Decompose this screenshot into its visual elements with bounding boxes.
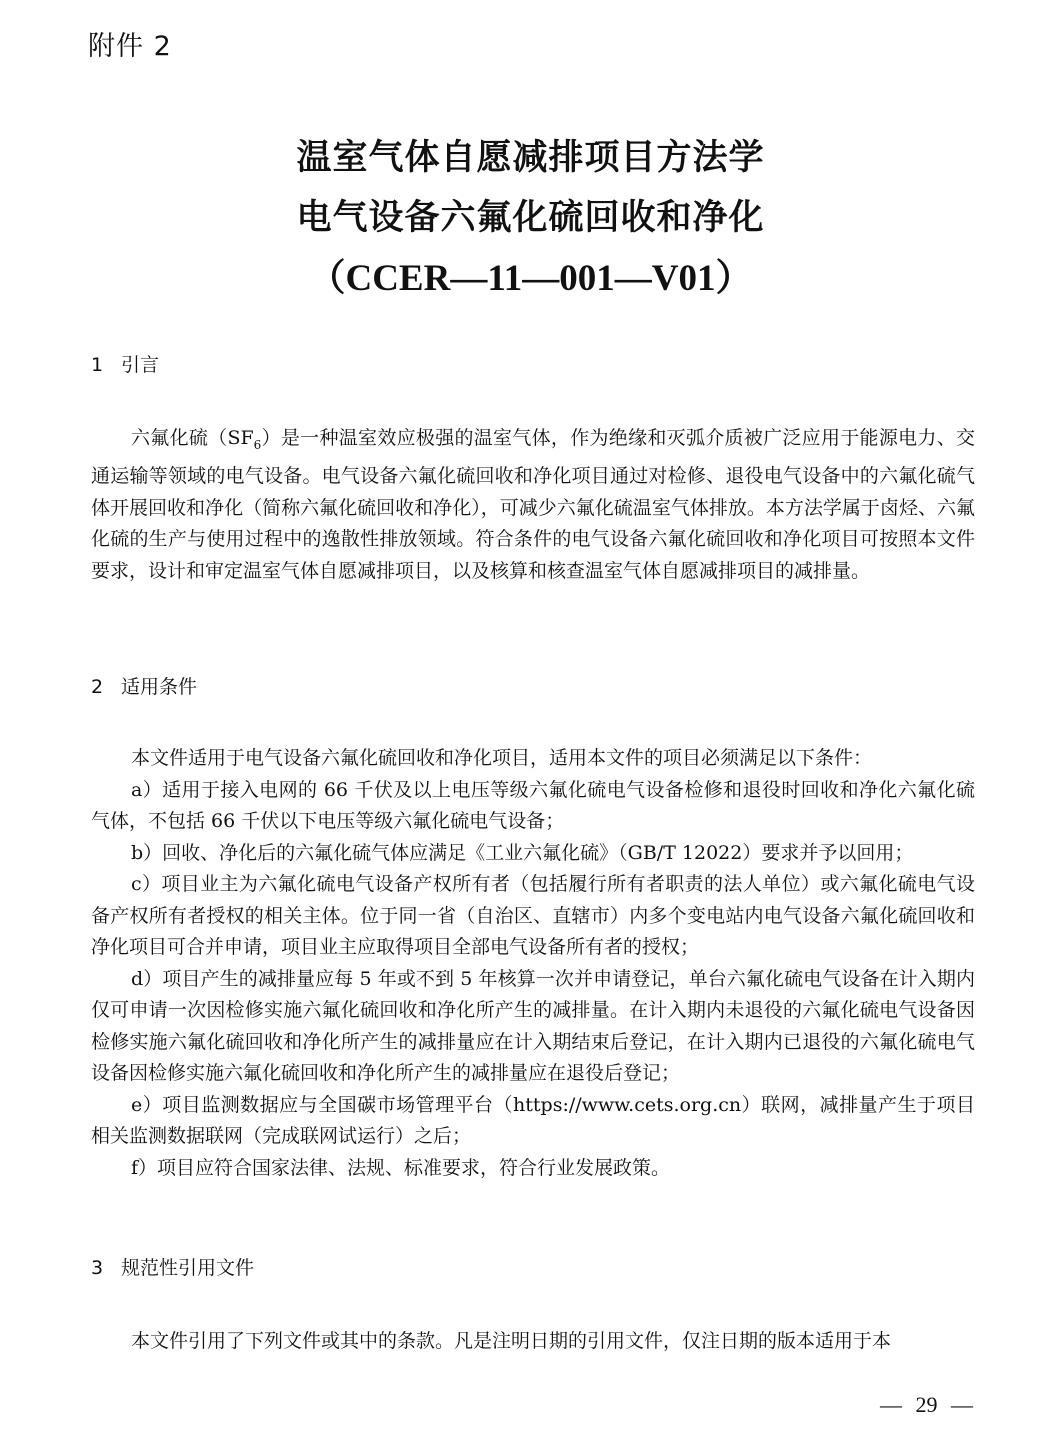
title-code: （CCER—11—001—V01） <box>308 258 753 299</box>
section-heading-3 <box>91 1253 254 1280</box>
condition-item-c: c）项目业主为六氟化硫电气设备产权所有者（包括履行所有者职责的法人单位）或六氟化硫电气设备产权所有者授权的相关主体。位于同一省（自治区、直辖市）内多个变电站内电气设备六氟化硫回收和净化项目可合并申请，项目业主应取得项目全部电气设备所有者的授权； <box>91 873 975 958</box>
section-number: 2 <box>91 676 104 698</box>
document-title <box>0 128 1041 310</box>
section-2-body <box>91 743 975 1184</box>
title-line-2: 电气设备六氟化硫回收和净化 <box>296 198 765 238</box>
condition-item-d: d）项目产生的减排量应每 5 年或不到 5 年核算一次并申请登记，单台六氟化硫电气设备在计入期内仅可申请一次因检修实施六氟化硫回收和净化所产生的减排量。在计入期内未退役的六氟化硫电气设备因检修实施六氟化硫回收和净化所产生的减排量应在计入期结束后登记，在计入期内已退役的六氟化硫电气设备因检修实施六氟化硫回收和净化所产生的减排量应在退役后登记； <box>91 967 975 1084</box>
condition-item-f: f）项目应符合国家法律、法规、标准要求，符合行业发展政策。 <box>131 1156 671 1179</box>
condition-item-b: b）回收、净化后的六氟化硫气体应满足《工业六氟化硫》（GB/T 12022）要求并予以回用； <box>131 841 914 864</box>
section-3-paragraph: 本文件引用了下列文件或其中的条款。凡是注明日期的引用文件，仅注日期的版本适用于本 <box>131 1330 892 1352</box>
intro-text-start: 六氟化硫（SF <box>131 427 254 449</box>
section-title: 适用条件 <box>121 676 198 698</box>
intro-text-rest: ）是一种温室效应极强的温室气体，作为绝缘和灭弧介质被广泛应用于能源电力、交通运输等领域的电气设备。电气设备六氟化硫回收和净化项目通过对检修、退役电气设备中的六氟化硫气体开展回收和净化（简称六氟化硫回收和净化），可减少六氟化硫温室气体排放。本方法学属于卤烃、六氟化硫的生产与使用过程中的逸散性排放领域。符合条件的电气设备六氟化硫回收和净化项目可按照本文件要求，设计和审定温室气体自愿减排项目，以及核算和核查温室气体自愿减排项目的减排量。 <box>91 427 975 582</box>
page-number: — 29 — <box>880 1392 973 1417</box>
title-line-1: 温室气体自愿减排项目方法学 <box>296 138 765 178</box>
section-2-lead: 本文件适用于电气设备六氟化硫回收和净化项目，适用本文件的项目必须满足以下条件： <box>131 747 873 769</box>
section-number: 3 <box>91 1257 104 1279</box>
section-number: 1 <box>91 354 104 376</box>
section-heading-2 <box>91 672 197 699</box>
section-1-paragraph <box>91 423 975 587</box>
section-title: 引言 <box>121 354 160 376</box>
section-title: 规范性引用文件 <box>121 1257 255 1279</box>
condition-item-a: a）适用于接入电网的 66 千伏及以上电压等级六氟化硫电气设备检修和退役时回收和净化六氟化硫气体，不包括 66 千伏以下电压等级六氟化硫电气设备； <box>91 778 975 832</box>
section-heading-1 <box>91 350 159 377</box>
condition-item-e: e）项目监测数据应与全国碳市场管理平台（https://www.cets.org.cn）联网，减排量产生于项目相关监测数据联网（完成联网试运行）之后； <box>91 1093 975 1147</box>
annex-label: 附件 2 <box>88 31 172 62</box>
sf6-subscript: 6 <box>253 437 262 452</box>
